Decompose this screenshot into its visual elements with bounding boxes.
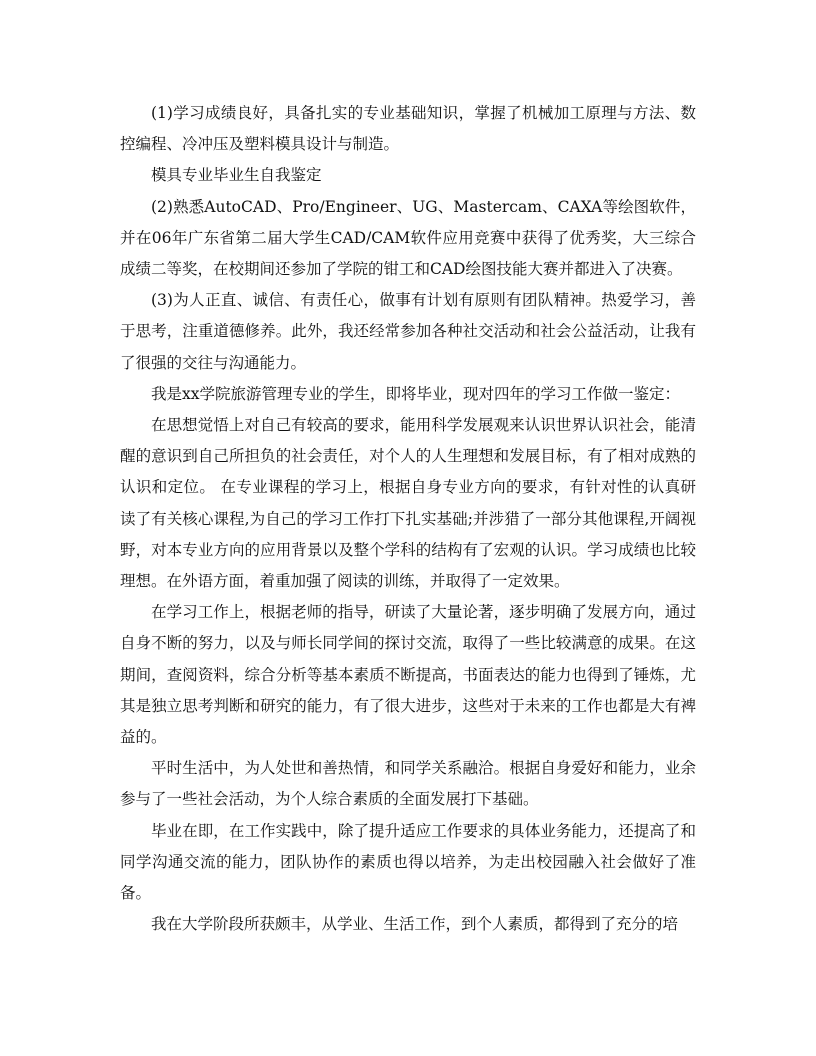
- document-body: [120, 98, 696, 940]
- paragraph-heading-self-assessment: 模具专业毕业生自我鉴定: [151, 166, 322, 185]
- paragraph-gains-summary: 我在大学阶段所获颇丰，从学业、生活工作，到个人素质，都得到了充分的培: [151, 915, 679, 934]
- paragraph-software-skills: (2)熟悉AutoCAD、Pro/Engineer、UG、Mastercam、CAXA等绘图软件，并在06年广东省第二届大学生CAD/CAM软件应用竞赛中获得了优秀奖，大三综合成绩二等奖，在校期间还参加了学院的钳工和CAD绘图技能大赛并都进入了决赛。: [120, 197, 696, 279]
- paragraph-daily-life: 平时生活中，为人处世和善热情，和同学关系融洽。根据自身爱好和能力，业余参与了一些社会活动，为个人综合素质的全面发展打下基础。: [120, 759, 696, 809]
- paragraph-academic-performance: (1)学习成绩良好，具备扎实的专业基础知识，掌握了机械加工原理与方法、数控编程、冷冲压及塑料模具设计与制造。: [120, 104, 696, 154]
- paragraph-ideology-and-study: 在思想觉悟上对自己有较高的要求，能用科学发展观来认识世界认识社会，能清醒的意识到自己所担负的社会责任，对个人的人生理想和发展目标，有了相对成熟的认识和定位。 在专业课程的学习上，根据自身专业方向的要求，有针对性的认真研读了有关核心课程,为自己的学习工作打下扎实基础;并涉猎了一部分其他课程,开阔视野，对本专业方向的应用背景以及整个学科的结构有了宏观的认识。学习成绩也比较理想。在外语方面，着重加强了阅读的训练，并取得了一定效果。: [120, 416, 696, 591]
- paragraph-introduction: 我是xx学院旅游管理专业的学生，即将毕业，现对四年的学习工作做一鉴定：: [151, 384, 680, 403]
- paragraph-research-work: 在学习工作上，根据老师的指导，研读了大量论著，逐步明确了发展方向，通过自身不断的努力，以及与师长同学间的探讨交流，取得了一些比较满意的成果。在这期间，查阅资料，综合分析等基本素质不断提高，书面表达的能力也得到了锤炼，尤其是独立思考判断和研究的能力，有了很大进步，这些对于未来的工作也都是大有裨益的。: [120, 603, 696, 747]
- paragraph-graduation-practice: 毕业在即，在工作实践中，除了提升适应工作要求的具体业务能力，还提高了和同学沟通交流的能力，团队协作的素质也得以培养，为走出校园融入社会做好了准备。: [120, 821, 696, 903]
- paragraph-character: (3)为人正直、诚信、有责任心，做事有计划有原则有团队精神。热爱学习，善于思考，注重道德修养。此外，我还经常参加各种社交活动和社会公益活动，让我有了很强的交往与沟通能力。: [120, 291, 696, 372]
